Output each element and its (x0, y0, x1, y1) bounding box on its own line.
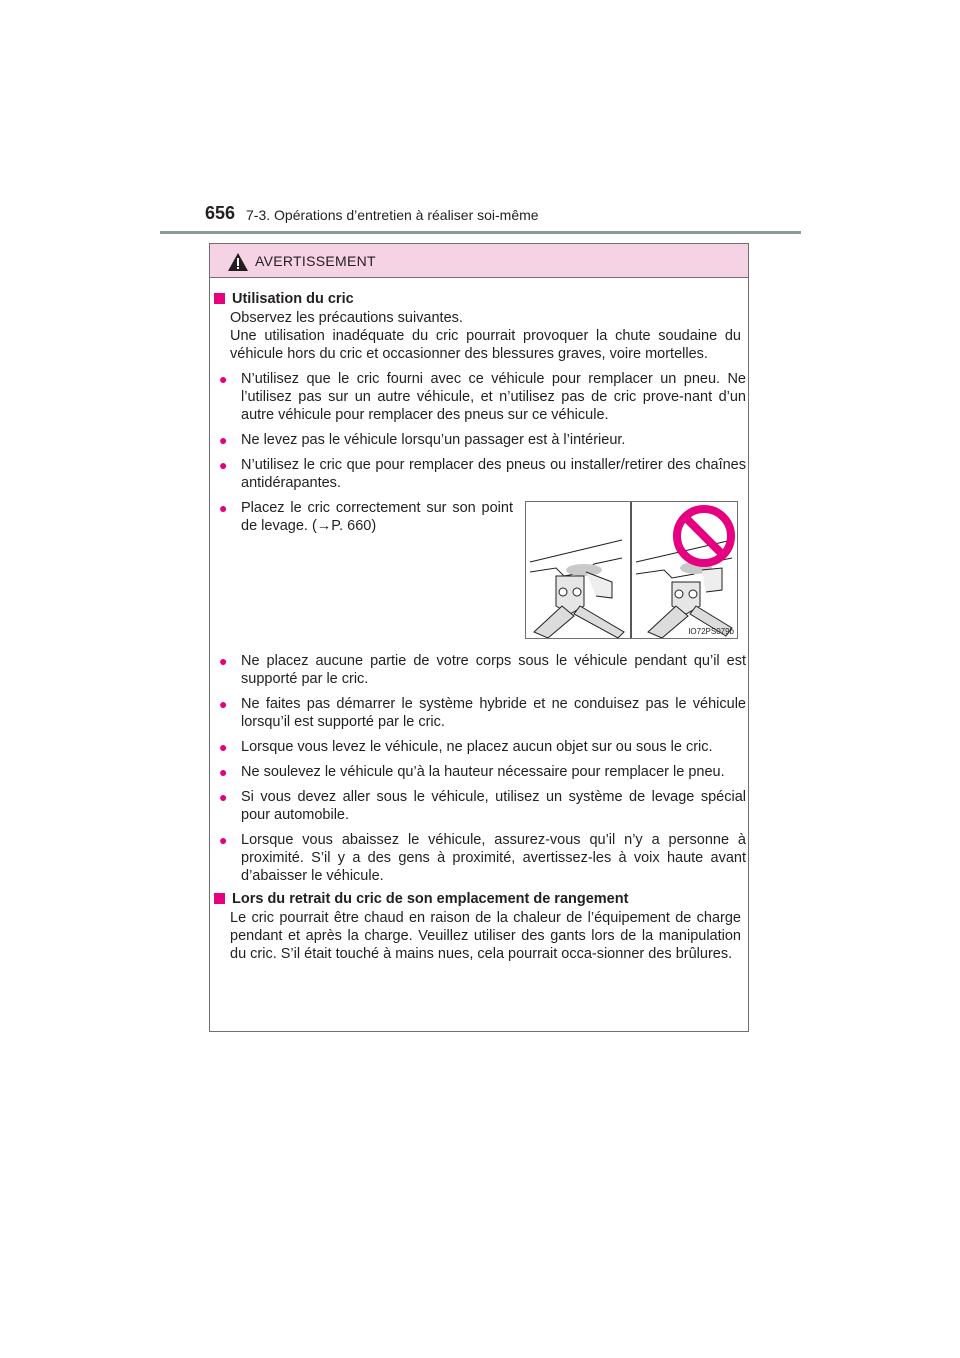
illustration-code: IO72PS079b (688, 627, 734, 636)
warning-triangle-icon (227, 252, 249, 272)
list-item-text: Lorsque vous abaissez le véhicule, assurez-vous qu’il n’y a personne à proximité. S’il y a des gens à proximité, avertissez-les à voix haute avant d’abaisser le véhicule. (241, 832, 746, 884)
list-item (214, 370, 746, 424)
list-item (214, 652, 746, 688)
circle-bullet-icon: ● (219, 696, 228, 712)
jack-diagram-icon (526, 502, 737, 638)
section-heading-jack-use (214, 289, 750, 309)
list-item-text: Si vous devez aller sous le véhicule, utilisez un système de levage spécial pour automobile. (241, 789, 746, 823)
intro-text: Observez les précautions suivantes. (230, 310, 463, 326)
list-item-text: Ne placez aucune partie de votre corps sous le véhicule pendant qu’il est supporté par le cric. (241, 653, 746, 687)
circle-bullet-icon: ● (219, 789, 228, 805)
list-item-text: N’utilisez que le cric fourni avec ce véhicule pour remplacer un pneu. Ne l’utilisez pas sur un autre véhicule, et n’utilisez pas de cric prove-nant d’un autre véhicule pour remplacer des pneus sur ce véhicule. (241, 371, 746, 423)
list-item-text: Ne soulevez le véhicule qu’à la hauteur nécessaire pour remplacer le pneu. (241, 764, 725, 780)
list-item-text: Lorsque vous levez le véhicule, ne placez aucun objet sur ou sous le cric. (241, 739, 713, 755)
list-item (214, 788, 746, 824)
circle-bullet-icon: ● (219, 371, 228, 387)
circle-bullet-icon: ● (219, 832, 228, 848)
warning-title: AVERTISSEMENT (255, 253, 376, 269)
warning-content (210, 289, 750, 963)
list-item (214, 499, 513, 535)
list-item (214, 695, 746, 731)
warning-header (210, 244, 748, 278)
jack-placement-illustration (525, 501, 738, 639)
circle-bullet-icon: ● (219, 653, 228, 669)
heading-text: Utilisation du cric (232, 291, 354, 307)
list-item (214, 763, 746, 781)
list-item (214, 431, 746, 449)
square-bullet-icon (214, 293, 225, 304)
list-item (214, 831, 746, 885)
list-item-text: Placez le cric correctement sur son point de levage. (→P. 660) (241, 500, 513, 534)
circle-bullet-icon: ● (219, 457, 228, 473)
circle-bullet-icon: ● (219, 432, 228, 448)
list-item-text: Ne faites pas démarrer le système hybride et ne conduisez pas le véhicule lorsqu’il est supporté par le cric. (241, 696, 746, 730)
circle-bullet-icon: ● (219, 500, 228, 516)
square-bullet-icon (214, 893, 225, 904)
body-text: Le cric pourrait être chaud en raison de la chaleur de l’équipement de charge pendant et après la charge. Veuillez utiliser des gants lors de la manipulation du cric. S’il était touché à mains nues, cela pourrait occa-sionner des brûlures. (230, 910, 741, 962)
section-title: 7-3. Opérations d’entretien à réaliser soi-même (246, 207, 539, 223)
circle-bullet-icon: ● (219, 739, 228, 755)
list-item-text: Ne levez pas le véhicule lorsqu’un passager est à l’intérieur. (241, 432, 626, 448)
page-number: 656 (205, 203, 236, 223)
heading-text: Lors du retrait du cric de son emplacement de rangement (232, 891, 629, 907)
header-rule (160, 231, 801, 234)
list-item-text: N’utilisez le cric que pour remplacer des pneus ou installer/retirer des chaînes antidérapantes. (241, 457, 746, 491)
list-item (214, 456, 746, 492)
illustrated-row (210, 499, 750, 645)
list-item (214, 738, 746, 756)
section-heading-jack-storage (214, 889, 750, 909)
circle-bullet-icon: ● (219, 764, 228, 780)
body-text: Une utilisation inadéquate du cric pourrait provoquer la chute soudaine du véhicule hors du cric et occasionner des blessures graves, voire mortelles. (230, 328, 741, 362)
warning-box (209, 243, 749, 1032)
